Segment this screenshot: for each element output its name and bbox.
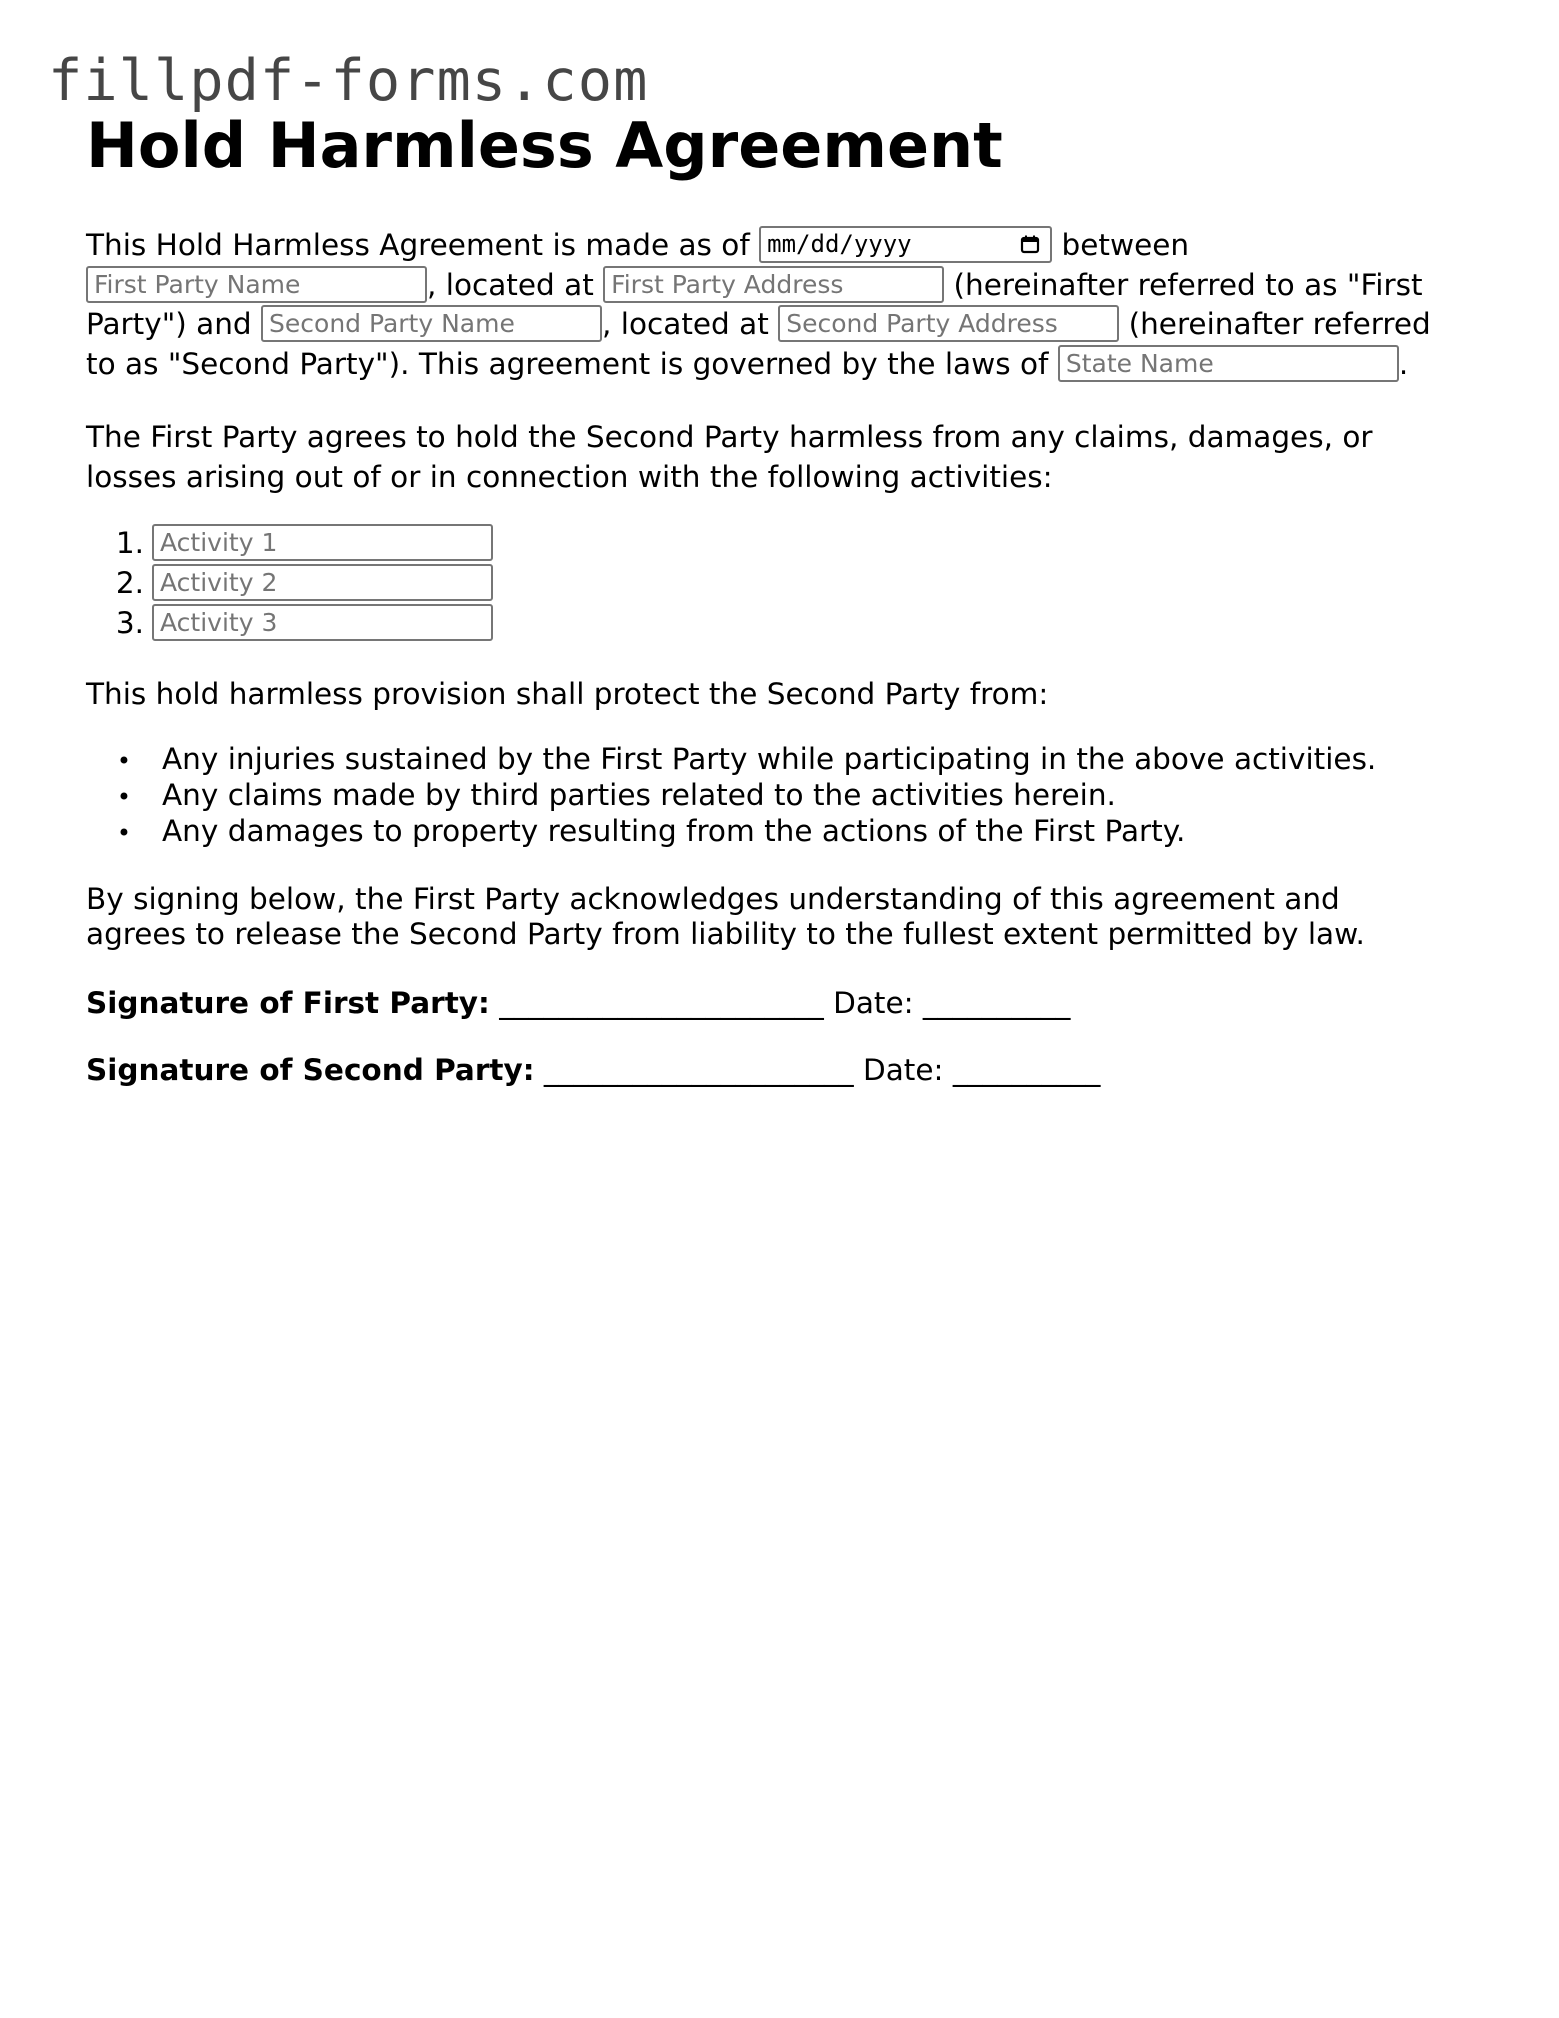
list-item — [86, 813, 1376, 849]
activity-1-input[interactable]: Activity 1 — [152, 524, 493, 561]
list-item — [86, 563, 493, 603]
site-watermark: fillpdf-forms.com — [48, 48, 649, 114]
protection-intro-text: This hold harmless provision shall protect the Second Party from: — [86, 677, 1049, 711]
intro-text-9: . — [1398, 346, 1409, 381]
hold-line-1: The First Party agrees to hold the Second Party harmless from any claims, damages, or — [86, 420, 1373, 454]
bullet-icon: • — [116, 783, 132, 811]
second-signature-line: _____________________ Date: __________ — [543, 1053, 1101, 1087]
protection-text: Any injuries sustained by the First Party while participating in the above activities. — [162, 742, 1377, 776]
intro-text-3: , located at — [427, 267, 594, 302]
second-party-signature — [86, 1050, 1100, 1090]
intro-text-7: (hereinafter referred — [1128, 307, 1431, 341]
first-signature-line: ______________________ Date: __________ — [499, 986, 1071, 1020]
intro-paragraph — [86, 226, 1486, 384]
list-number: 1. — [115, 526, 144, 560]
activity-2-input[interactable]: Activity 2 — [152, 564, 493, 601]
acknowledgement-paragraph — [86, 882, 1486, 952]
bullet-icon: • — [116, 819, 132, 847]
hold-harmless-paragraph — [86, 418, 1486, 497]
first-signature-label: Signature of First Party: — [86, 986, 490, 1020]
protection-text: Any claims made by third parties related to the activities herein. — [162, 778, 1116, 812]
list-item — [86, 777, 1376, 813]
protections-list — [86, 741, 1376, 849]
intro-text-5: Party") and — [86, 307, 252, 341]
intro-text-1: This Hold Harmless Agreement is made as of — [86, 228, 750, 262]
page-title: Hold Harmless Agreement — [86, 109, 1003, 182]
ack-line-1: By signing below, the First Party acknowledges understanding of this agreement and — [86, 882, 1340, 916]
second-party-name-input[interactable]: Second Party Name — [261, 305, 602, 342]
list-item — [86, 523, 493, 563]
first-party-name-input[interactable]: First Party Name — [86, 266, 427, 303]
list-number: 2. — [115, 566, 144, 600]
intro-text-8: to as "Second Party"). This agreement is governed by the laws of — [86, 346, 1049, 381]
intro-text-4: (hereinafter referred to as "First — [953, 267, 1423, 302]
second-party-address-input[interactable]: Second Party Address — [778, 305, 1119, 342]
date-placeholder: mm/dd/yyyy — [767, 230, 912, 258]
list-item — [86, 603, 493, 643]
protection-text: Any damages to property resulting from the actions of the First Party. — [162, 814, 1186, 848]
activity-3-input[interactable]: Activity 3 — [152, 604, 493, 641]
second-signature-label: Signature of Second Party: — [86, 1053, 535, 1087]
protection-intro — [86, 675, 1486, 715]
hold-line-2: losses arising out of or in connection with the following activities: — [86, 459, 1053, 494]
bullet-icon: • — [116, 747, 132, 775]
activities-list — [86, 523, 493, 643]
ack-line-2: agrees to release the Second Party from liability to the fullest extent permitted by law. — [86, 917, 1365, 951]
state-name-input[interactable]: State Name — [1058, 345, 1399, 382]
intro-text-2: between — [1061, 228, 1190, 262]
agreement-date-input[interactable] — [759, 226, 1052, 263]
list-number: 3. — [115, 606, 144, 640]
list-item — [86, 741, 1376, 777]
first-party-signature — [86, 983, 1070, 1023]
intro-text-6: , located at — [602, 307, 769, 341]
calendar-icon[interactable] — [1020, 234, 1040, 254]
first-party-address-input[interactable]: First Party Address — [603, 266, 944, 303]
